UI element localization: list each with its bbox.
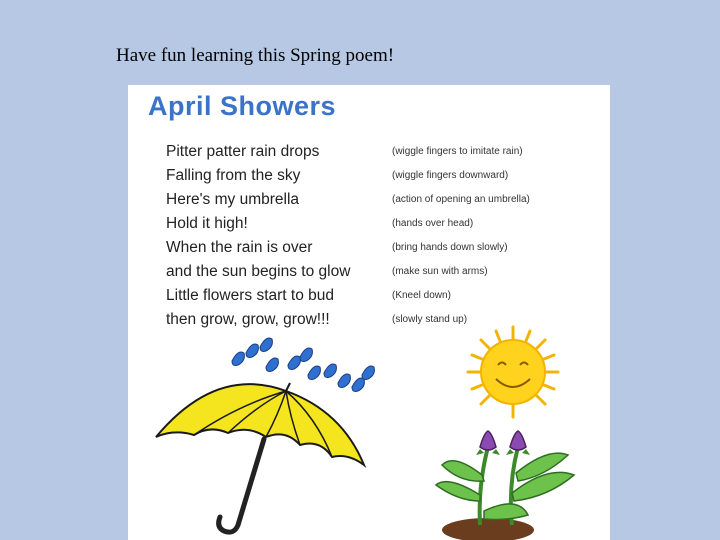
poem-line [166, 141, 606, 165]
poem-title: April Showers [148, 91, 337, 121]
poster-illustration [128, 325, 610, 540]
poem-line [166, 261, 606, 285]
poem-line [166, 237, 606, 261]
poem-line-text: then grow, grow, grow!!! [166, 311, 330, 328]
poem-line [166, 213, 606, 237]
poem-line-action: (Kneel down) [392, 290, 451, 301]
poem-line [166, 285, 606, 309]
poem-line-text: Hold it high! [166, 215, 248, 232]
poem-lines [166, 141, 606, 333]
poem-line-action: (hands over head) [392, 218, 474, 229]
poem-line-text: Here's my umbrella [166, 191, 300, 208]
poem-poster [128, 85, 610, 540]
poem-line-action: (wiggle fingers to imitate rain) [392, 146, 523, 157]
poem-line-action: (action of opening an umbrella) [392, 194, 530, 205]
smiling-sun-icon [468, 327, 558, 417]
umbrella-icon [156, 383, 364, 532]
poem-line-text: Falling from the sky [166, 167, 301, 184]
poem-line-text: Pitter patter rain drops [166, 143, 320, 160]
poem-line-action: (bring hands down slowly) [392, 242, 508, 253]
poem-line-action: (slowly stand up) [392, 314, 468, 325]
poem-line [166, 165, 606, 189]
poem-line-action: (wiggle fingers downward) [392, 170, 509, 181]
poem-line-text: When the rain is over [166, 239, 313, 256]
poem-line [166, 189, 606, 213]
flower-buds-icon [436, 431, 574, 540]
poem-line-text: and the sun begins to glow [166, 263, 351, 280]
poem-line-text: Little flowers start to bud [166, 287, 334, 304]
page-caption: Have fun learning this Spring poem! [116, 45, 395, 66]
poem-line-action: (make sun with arms) [392, 266, 488, 277]
